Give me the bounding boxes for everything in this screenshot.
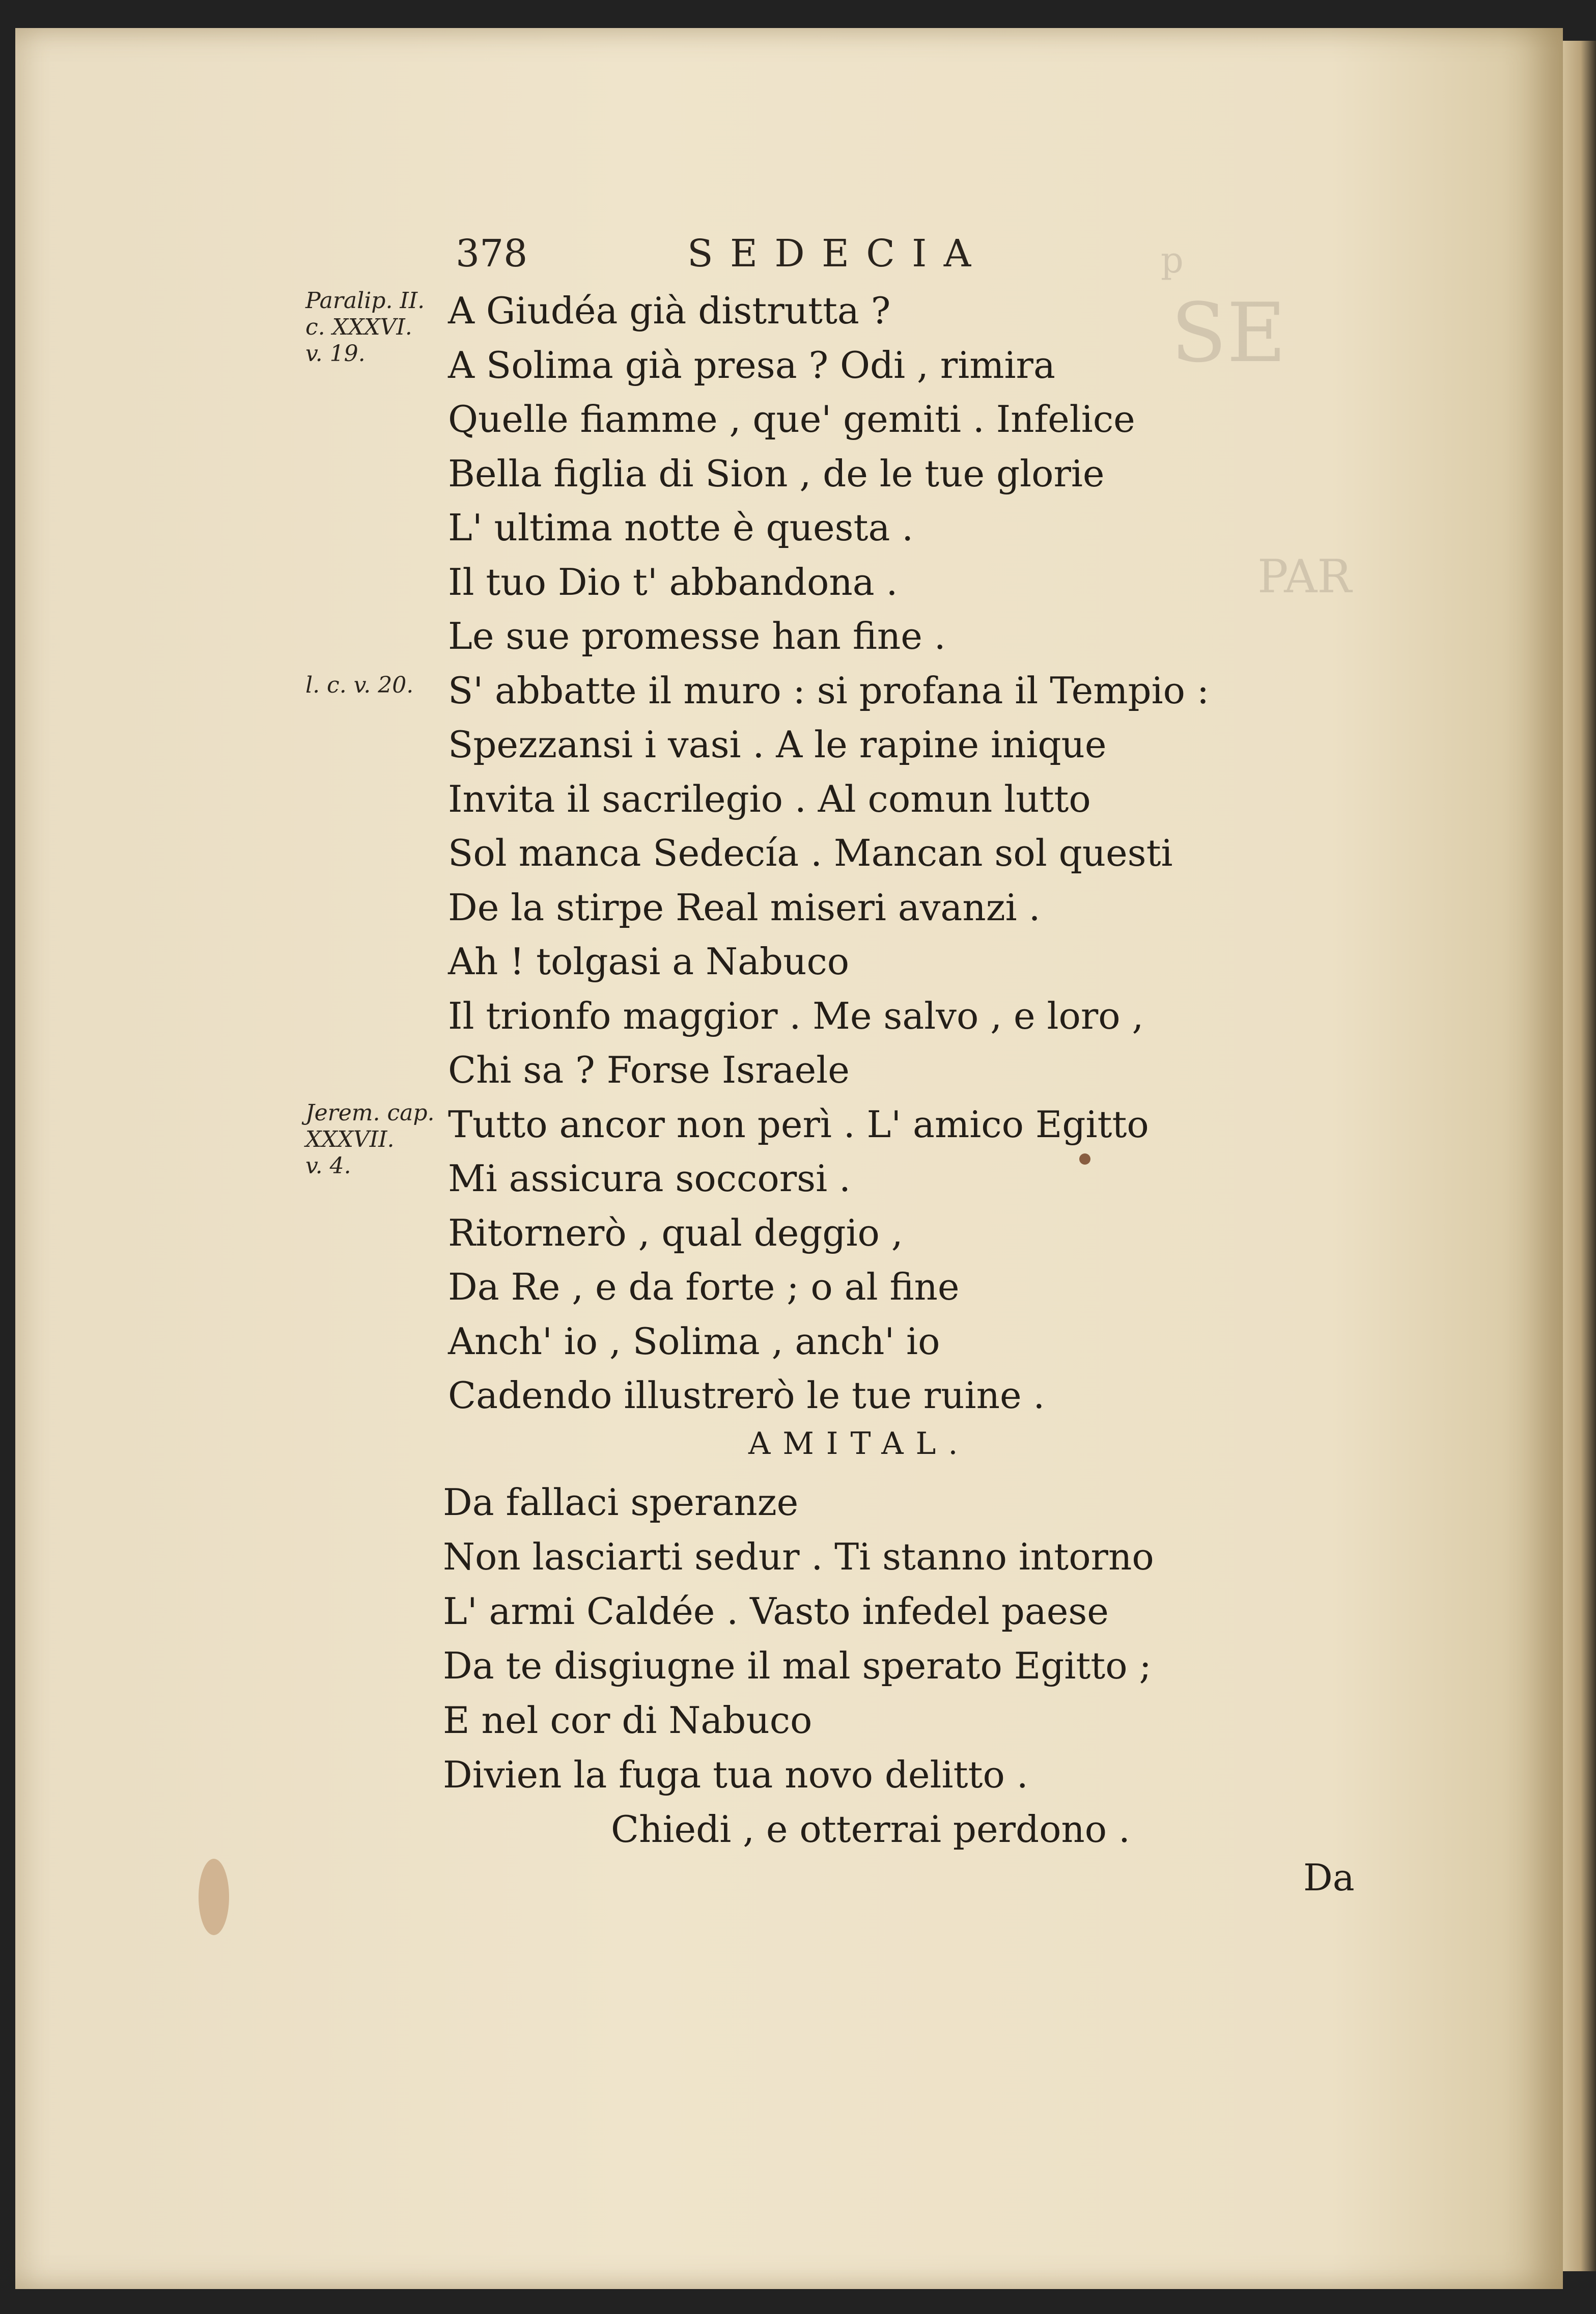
book-edge (1558, 41, 1596, 2271)
verse-line: Chi sa ? Forse Israele (448, 1049, 850, 1091)
verse-line: Bella figlia di Sion , de le tue glorie (448, 452, 1105, 495)
catchword: Da (1303, 1856, 1355, 1899)
foxing-stain (199, 1859, 229, 1935)
bleed-through-mark: p (1161, 239, 1184, 281)
verse-line: Quelle fiamme , que' gemiti . Infelice (448, 398, 1135, 440)
verse-line: De la stirpe Real miseri avanzi . (448, 886, 1041, 929)
verse-line: Invita il sacrilegio . Al comun lutto (448, 777, 1091, 820)
bleed-through-mark: PAR (1257, 550, 1352, 603)
verse-line: Tutto ancor non perì . L' amico Egitto (448, 1103, 1149, 1146)
running-title: SEDECIA (687, 232, 988, 276)
verse-line: Divien la fuga tua novo delitto . (443, 1753, 1028, 1796)
verse-line: Da te disgiugne il mal sperato Egitto ; (443, 1644, 1152, 1687)
verse-line: E nel cor di Nabuco (443, 1699, 813, 1742)
verse-line: Cadendo illustrerò le tue ruine . (448, 1374, 1045, 1417)
verse-line: A Solima già presa ? Odi , rimira (448, 343, 1055, 387)
speaker-name: AMITAL. (748, 1426, 970, 1462)
running-head (456, 232, 1168, 283)
verse-line: Da fallaci speranze (443, 1481, 799, 1524)
verse-line: Da Re , e da forte ; o al fine (448, 1265, 960, 1308)
verse-line: A Giudéa già distrutta ? (448, 289, 891, 332)
verse-line: Non lasciarti sedur . Ti stanno intorno (443, 1535, 1154, 1578)
verse-line: Sol manca Sedecía . Mancan sol questi (448, 832, 1173, 874)
verse-line: S' abbatte il muro : si profana il Tempio : (448, 669, 1210, 712)
verse-line: L' armi Caldée . Vasto infedel paese (443, 1590, 1109, 1633)
margin-note: Paralip. II. c. XXXVI. v. 19. (305, 288, 425, 367)
bleed-through-mark: SE (1171, 285, 1286, 380)
verse-line: Anch' io , Solima , anch' io (448, 1319, 940, 1363)
verse-line: Ah ! tolgasi a Nabuco (448, 940, 850, 983)
verse-line: Chiedi , e otterrai perdono . (611, 1808, 1130, 1851)
verse-line: Le sue promesse han fine . (448, 615, 946, 657)
verse-line: Ritornerò , qual deggio , (448, 1211, 903, 1254)
verse-line: Il trionfo maggior . Me salvo , e loro , (448, 994, 1144, 1037)
margin-note: l. c. v. 20. (305, 672, 414, 698)
margin-note: Jerem. cap. XXXVII. v. 4. (305, 1100, 435, 1179)
verse-line: Spezzansi i vasi . A le rapine inique (448, 723, 1107, 766)
verse-line: L' ultima notte è questa . (448, 506, 914, 549)
verse-line: Il tuo Dio t' abbandona . (448, 560, 898, 603)
page-number: 378 (456, 232, 528, 276)
verse-line: Mi assicura soccorsi . (448, 1157, 851, 1200)
ink-spot (1079, 1153, 1090, 1165)
